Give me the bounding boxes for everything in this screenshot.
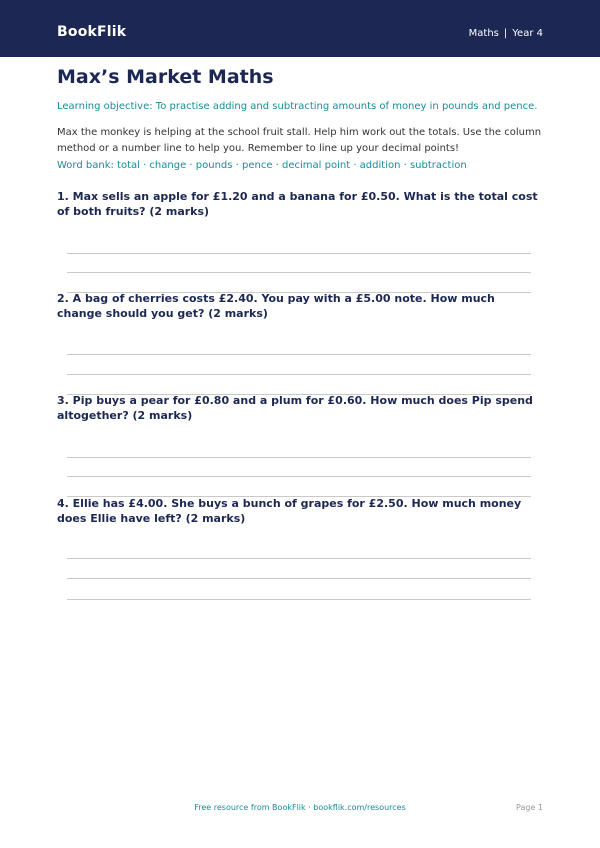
word-bank: Word bank: total · change · pounds · pence · decimal point · addition · subtraction xyxy=(57,160,467,171)
year-label: Year 4 xyxy=(512,28,543,39)
answer-line[interactable] xyxy=(67,599,531,600)
header-meta xyxy=(469,28,543,39)
brand-logo-text: BookFlik xyxy=(57,24,127,40)
answer-line[interactable] xyxy=(67,578,531,579)
answer-line[interactable] xyxy=(67,354,531,355)
separator: | xyxy=(503,28,508,39)
question-3: 3. Pip buys a pear for £0.80 and a plum for £0.60. How much does Pip spend altogether? (2 marks) xyxy=(57,394,533,422)
subject-label: Maths xyxy=(468,28,499,39)
footer-text: Free resource from BookFlik · bookflik.com/resources xyxy=(194,803,406,812)
worksheet-title: Max’s Market Maths xyxy=(57,66,274,88)
answer-line[interactable] xyxy=(67,253,531,254)
answer-line[interactable] xyxy=(67,457,531,458)
question-4: 4. Ellie has £4.00. She buys a bunch of grapes for £2.50. How much money does Ellie have left? (2 marks) xyxy=(57,497,522,525)
answer-line[interactable] xyxy=(67,558,531,559)
answer-line[interactable] xyxy=(67,476,531,477)
learning-objective: Learning objective: To practise adding and subtracting amounts of money in pounds and pence. xyxy=(57,101,538,112)
header-bar xyxy=(0,0,600,57)
question-2: 2. A bag of cherries costs £2.40. You pay with a £5.00 note. How much change should you get? (2 marks) xyxy=(57,292,495,320)
answer-line[interactable] xyxy=(67,374,531,375)
page-number: Page 1 xyxy=(516,803,543,812)
answer-line[interactable] xyxy=(67,272,531,273)
question-1: 1. Max sells an apple for £1.20 and a banana for £0.50. What is the total cost of both fruits? (2 marks) xyxy=(57,190,538,218)
intro-paragraph: Max the monkey is helping at the school fruit stall. Help him work out the totals. Use the column method or a number line to help you. Remember to line up your decimal points! xyxy=(57,127,542,154)
